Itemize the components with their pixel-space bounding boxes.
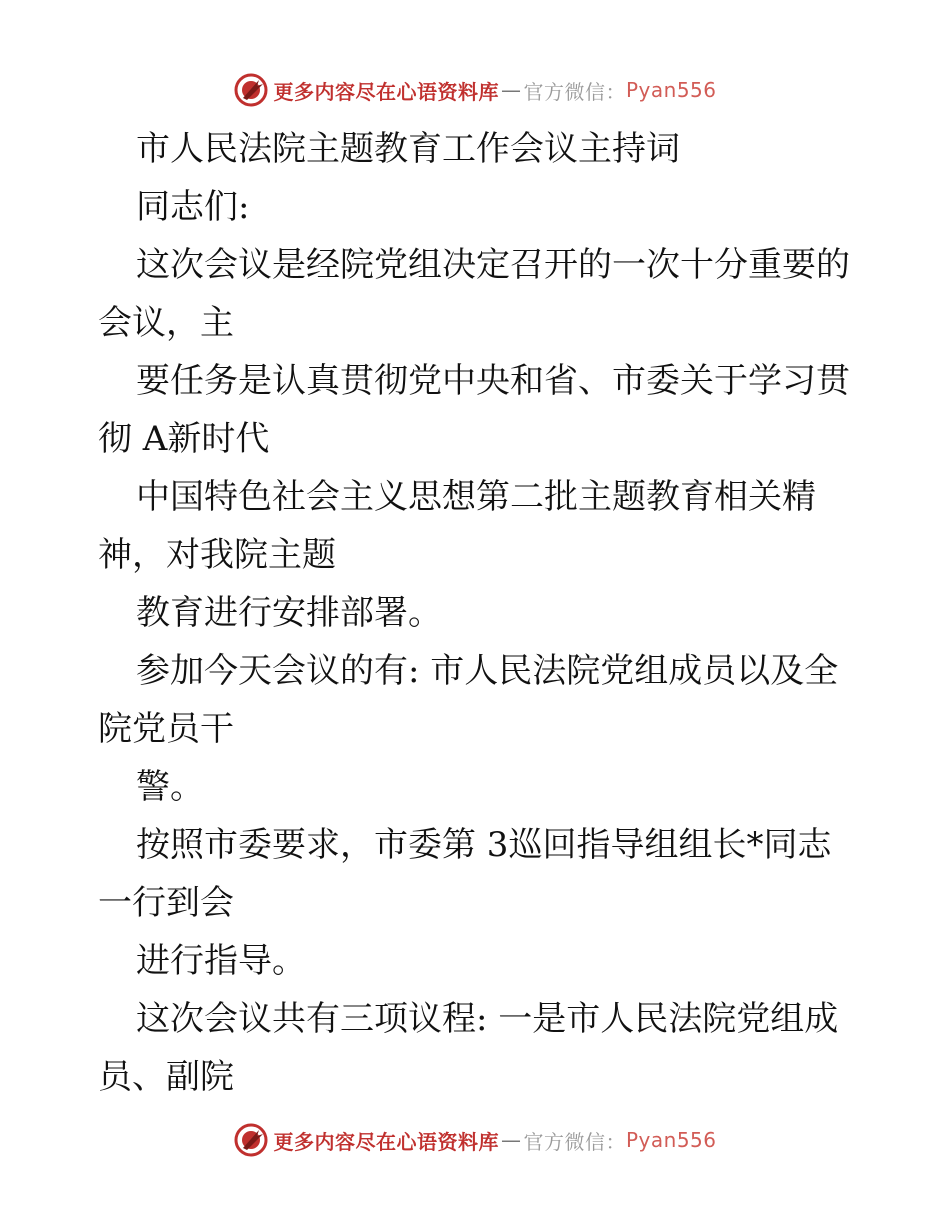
text-line: 进行指导。: [136, 941, 306, 981]
text-line: 要任务是认真贯彻党中央和省、市委关于学习贯: [136, 361, 850, 401]
watermark-dash: —: [500, 1128, 522, 1152]
watermark-brand: 更多内容尽在心语资料库: [273, 1129, 499, 1154]
document-body: [98, 120, 858, 1106]
watermark-wechat-id: Pyan556: [625, 1128, 717, 1152]
text-line: 彻 A新时代: [98, 419, 270, 459]
quill-logo-icon: [233, 72, 269, 108]
watermark-header: [0, 70, 950, 110]
text-line: 警。: [136, 767, 204, 807]
watermark-brand: 更多内容尽在心语资料库: [273, 79, 499, 104]
text-line: 员、副院: [98, 1057, 234, 1097]
watermark-dash: —: [500, 78, 522, 102]
watermark-footer: [0, 1120, 950, 1160]
text-line: 一行到会: [98, 883, 234, 923]
text-line: 按照市委要求，市委第 3巡回指导组组长*同志: [136, 825, 832, 865]
text-line: 这次会议是经院党组决定召开的一次十分重要的: [136, 245, 850, 285]
watermark-wechat-id: Pyan556: [625, 78, 717, 102]
quill-logo-icon: [233, 1122, 269, 1158]
text-line: 院党员干: [98, 709, 234, 749]
watermark-contact-label: 官方微信：: [523, 1129, 626, 1154]
text-line: 这次会议共有三项议程: 一是市人民法院党组成: [136, 999, 839, 1039]
text-line: 中国特色社会主义思想第二批主题教育相关精: [136, 477, 816, 517]
document-title: 市人民法院主题教育工作会议主持词: [136, 129, 680, 169]
text-line: 教育进行安排部署。: [136, 593, 442, 633]
text-line: 同志们:: [136, 187, 250, 227]
watermark-contact-label: 官方微信：: [523, 79, 626, 104]
text-line: 会议，主: [98, 303, 234, 343]
text-line: 神，对我院主题: [98, 535, 336, 575]
text-line: 参加今天会议的有: 市人民法院党组成员以及全: [136, 651, 839, 691]
